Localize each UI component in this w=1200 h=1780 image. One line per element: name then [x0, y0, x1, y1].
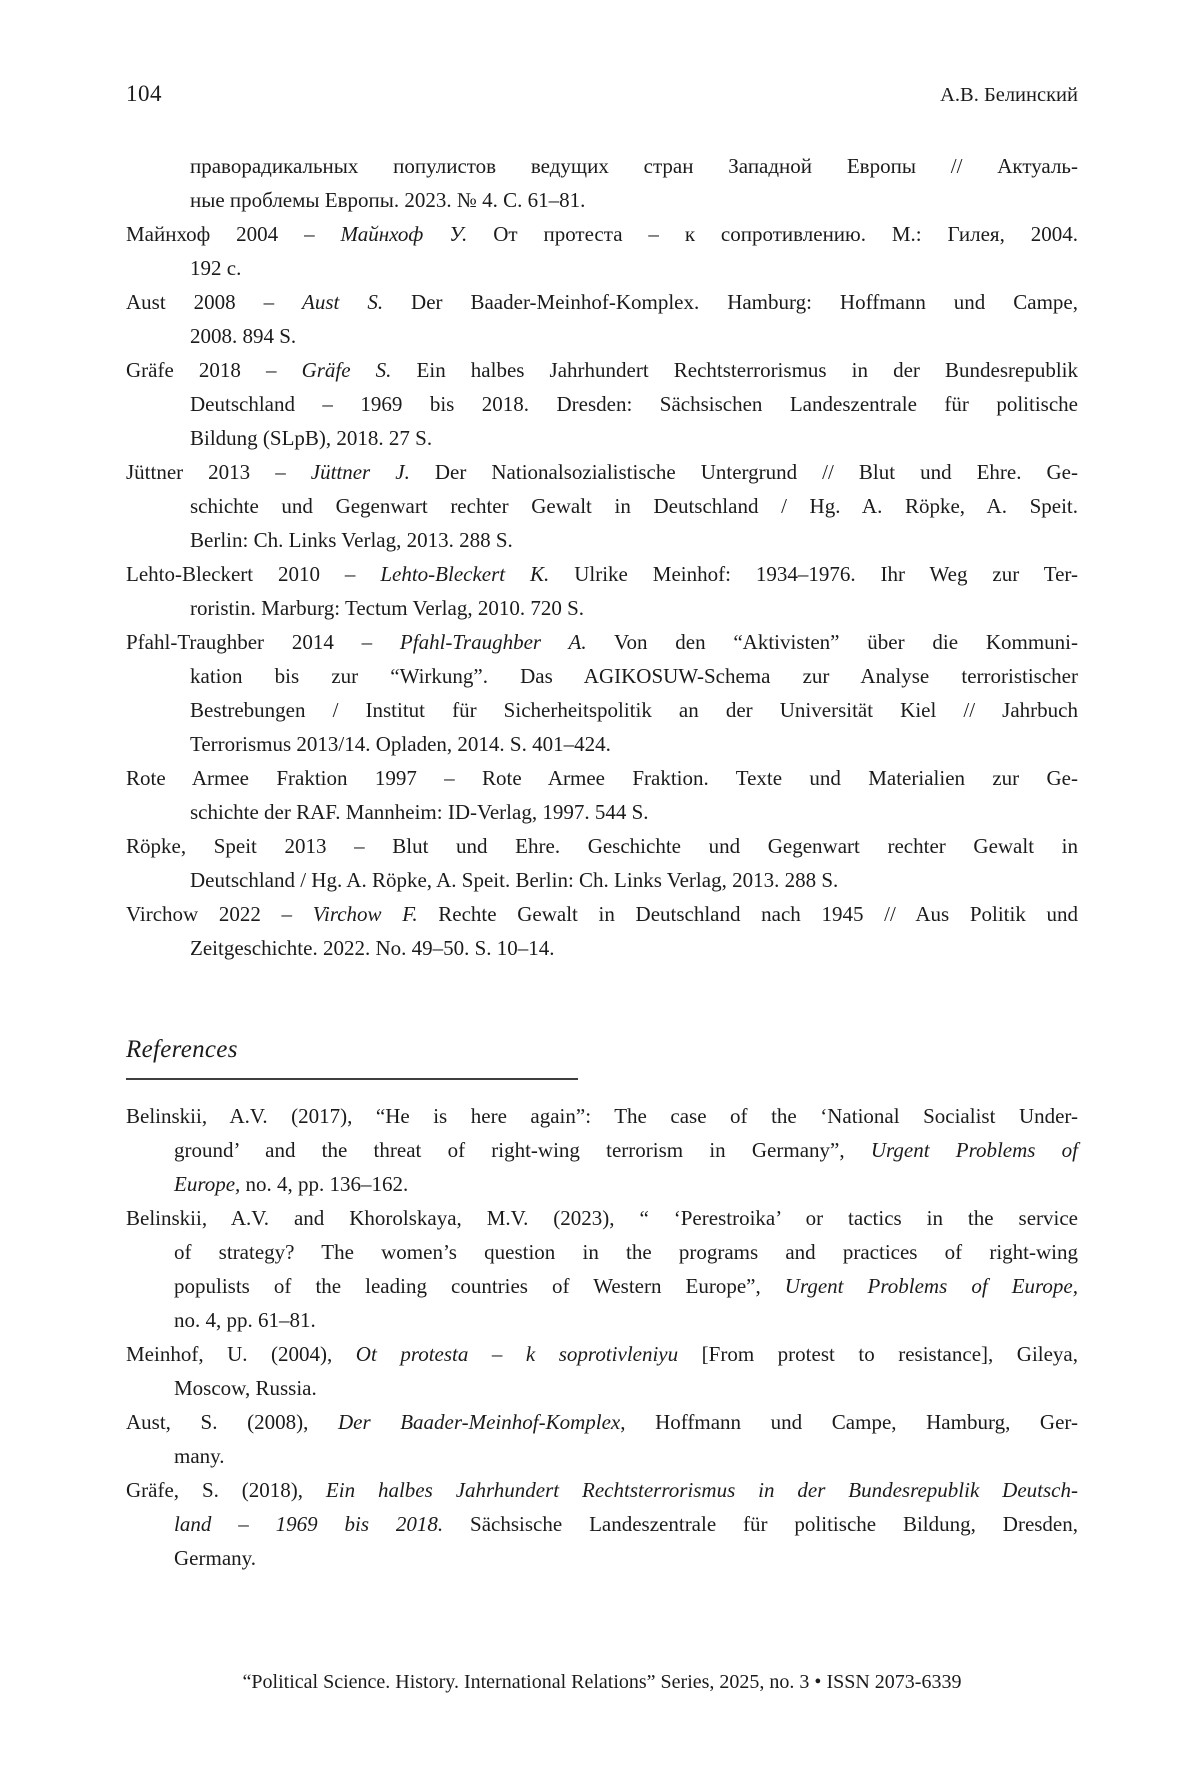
bib-text: Deutschland – 1969 bis 2018. Dresden: Sächsischen Landeszentrale für politische: [190, 392, 1078, 416]
bib-line: [126, 727, 1078, 761]
bib-text: Meinhof, U. (2004),: [126, 1342, 356, 1366]
bib-text: праворадикальных популистов ведущих стран Западной Европы // Актуаль-: [190, 154, 1078, 178]
bib-text: Gräfe 2018 –: [126, 358, 302, 382]
bib-line: [126, 1303, 1078, 1337]
bib-text-italic: Europe,: [174, 1172, 241, 1196]
bib-text-italic: Aust S.: [302, 290, 384, 314]
bib-line: [126, 455, 1078, 489]
bib-text-italic: Майнхоф У.: [340, 222, 468, 246]
bib-line: [126, 1167, 1078, 1201]
bib-entry: [126, 353, 1078, 455]
bib-text: schichte und Gegenwart rechter Gewalt in Deutschland / Hg. A. Röpke, A. Speit.: [190, 494, 1078, 518]
bib-line: [126, 931, 1078, 965]
bib-text: roristin. Marburg: Tectum Verlag, 2010. 720 S.: [190, 596, 584, 620]
bib-text: many.: [174, 1444, 225, 1468]
bib-text: Deutschland / Hg. A. Röpke, A. Speit. Berlin: Ch. Links Verlag, 2013. 288 S.: [190, 868, 839, 892]
bib-line: [126, 1541, 1078, 1575]
page-number: 104: [126, 81, 162, 106]
bib-text-italic: Gräfe S.: [301, 358, 392, 382]
bibliography-russian-list: [126, 149, 1078, 965]
bib-line: [126, 1269, 1078, 1303]
bib-line: [126, 149, 1078, 183]
bib-text: Aust, S. (2008),: [126, 1410, 338, 1434]
bib-line: [126, 217, 1078, 251]
bib-line: [126, 659, 1078, 693]
bib-text: 2008. 894 S.: [190, 324, 297, 348]
bib-entry: [126, 149, 1078, 217]
bib-entry: [126, 761, 1078, 829]
bib-text: Майнхоф 2004 –: [126, 222, 341, 246]
references-heading: References: [126, 1036, 238, 1063]
bib-line: [126, 897, 1078, 931]
bib-line: [126, 761, 1078, 795]
bib-line: [126, 1201, 1078, 1235]
bib-text: Virchow 2022 –: [126, 902, 313, 926]
bib-line: [126, 1235, 1078, 1269]
bib-text: Terrorismus 2013/14. Opladen, 2014. S. 401–424.: [190, 732, 611, 756]
bib-line: [126, 863, 1078, 897]
bib-entry: [126, 285, 1078, 353]
bib-line: [126, 1439, 1078, 1473]
bib-line: [126, 1133, 1078, 1167]
bib-text-italic: Ein halbes Jahrhundert Rechtsterrorismus in der Bundesrepublik Deutsch-: [325, 1478, 1078, 1502]
bib-text: Aust 2008 –: [126, 290, 303, 314]
bib-line: [126, 795, 1078, 829]
bib-line: [126, 625, 1078, 659]
bib-line: [126, 591, 1078, 625]
bib-entry: [126, 625, 1078, 761]
bib-entry: [126, 1337, 1078, 1405]
bib-entry: [126, 217, 1078, 285]
bib-text: kation bis zur “Wirkung”. Das AGIKOSUW-Schema zur Analyse terroristischer: [190, 664, 1078, 688]
bib-text-italic: Pfahl-Traughber A.: [399, 630, 587, 654]
bib-text: no. 4, pp. 61–81.: [174, 1308, 316, 1332]
bib-text: Zeitgeschichte. 2022. No. 49–50. S. 10–14.: [190, 936, 555, 960]
bib-entry: [126, 455, 1078, 557]
bib-text: 192 с.: [190, 256, 242, 280]
bib-text: [From protest to resistance], Gileya,: [678, 1342, 1079, 1366]
bib-text-italic: Urgent Problems of Europe,: [784, 1274, 1078, 1298]
bib-entry: [126, 1099, 1078, 1201]
bib-line: [126, 353, 1078, 387]
bib-text: Lehto-Bleckert 2010 –: [126, 562, 381, 586]
bib-entry: [126, 557, 1078, 625]
bib-line: [126, 829, 1078, 863]
bib-line: [126, 1507, 1078, 1541]
bib-text-italic: land – 1969 bis 2018.: [174, 1512, 444, 1536]
heading-rule: [126, 1078, 578, 1080]
bib-text-italic: Jüttner J.: [310, 460, 410, 484]
bib-text: Bestrebungen / Institut für Sicherheitspolitik an der Universität Kiel // Jahrbuch: [190, 698, 1078, 722]
bib-line: [126, 489, 1078, 523]
bib-text-italic: Der Baader-Meinhof-Komplex: [337, 1410, 621, 1434]
bib-text: Berlin: Ch. Links Verlag, 2013. 288 S.: [190, 528, 513, 552]
page-header: [126, 80, 1078, 109]
references-english-list: [126, 1099, 1078, 1575]
bib-line: [126, 1099, 1078, 1133]
bib-text: Ulrike Meinhof: 1934–1976. Ihr Weg zur Ter-: [549, 562, 1078, 586]
bib-entry: [126, 1201, 1078, 1337]
footer-text: “Political Science. History. International Relations” Series, 2025, no. 3 • ISSN 2073-6339: [242, 1671, 962, 1693]
bib-line: [126, 1371, 1078, 1405]
bib-text: Von den “Aktivisten” über die Kommuni-: [586, 630, 1079, 654]
page-footer: [126, 1665, 1078, 1699]
bib-text: populists of the leading countries of Western Europe”,: [174, 1274, 785, 1298]
bib-entry: [126, 1405, 1078, 1473]
bib-text-italic: Virchow F.: [312, 902, 418, 926]
bib-line: [126, 1473, 1078, 1507]
bib-line: [126, 285, 1078, 319]
bib-line: [126, 557, 1078, 591]
bib-text: Ein halbes Jahrhundert Rechtsterrorismus in der Bundesrepublik: [391, 358, 1078, 382]
bib-text: schichte der RAF. Mannheim: ID-Verlag, 1997. 544 S.: [190, 800, 649, 824]
bib-text: Belinskii, A.V. and Khorolskaya, M.V. (2023), “ ‘Perestroika’ or tactics in the service: [126, 1206, 1078, 1230]
bib-text: Der Nationalsozialistische Untergrund // Blut und Ehre. Ge-: [409, 460, 1078, 484]
bib-line: [126, 523, 1078, 557]
bib-text: ground’ and the threat of right-wing terrorism in Germany”,: [174, 1138, 871, 1162]
bib-line: [126, 693, 1078, 727]
bib-text: Moscow, Russia.: [174, 1376, 317, 1400]
bib-entry: [126, 897, 1078, 965]
bib-line: [126, 251, 1078, 285]
bib-text: Sächsische Landeszentrale für politische Bildung, Dresden,: [443, 1512, 1079, 1536]
bib-text: Belinskii, A.V. (2017), “He is here again”: The case of the ‘National Socialist Under-: [126, 1104, 1078, 1128]
bib-text: Röpke, Speit 2013 – Blut und Ehre. Geschichte und Gegenwart rechter Gewalt in: [126, 834, 1078, 858]
bib-text-italic: Urgent Problems of: [870, 1138, 1079, 1162]
bib-text: Pfahl-Traughber 2014 –: [126, 630, 400, 654]
bib-text-italic: Lehto-Bleckert K.: [380, 562, 550, 586]
bib-text: От протеста – к сопротивлению. М.: Гилея, 2004.: [467, 222, 1078, 246]
bib-text: Rechte Gewalt in Deutschland nach 1945 // Aus Politik und: [417, 902, 1079, 926]
bib-entry: [126, 1473, 1078, 1575]
bib-text: of strategy? The women’s question in the programs and practices of right-wing: [174, 1240, 1078, 1264]
bib-text: Bildung (SLpB), 2018. 27 S.: [190, 426, 433, 450]
bib-text: Gräfe, S. (2018),: [126, 1478, 326, 1502]
bib-line: [126, 421, 1078, 455]
bib-text: Rote Armee Fraktion 1997 – Rote Armee Fraktion. Texte und Materialien zur Ge-: [126, 766, 1078, 790]
bib-text: Germany.: [174, 1546, 257, 1570]
bib-text: no. 4, pp. 136–162.: [240, 1172, 409, 1196]
running-head-author: А.В. Белинский: [940, 84, 1078, 106]
bib-line: [126, 183, 1078, 217]
bib-text: , Hoffmann und Campe, Hamburg, Ger-: [620, 1410, 1078, 1434]
bib-line: [126, 387, 1078, 421]
bib-line: [126, 319, 1078, 353]
bib-text: Der Baader-Meinhof-Komplex. Hamburg: Hoffmann und Campe,: [383, 290, 1078, 314]
bib-line: [126, 1405, 1078, 1439]
bib-entry: [126, 829, 1078, 897]
bib-text: Jüttner 2013 –: [126, 460, 311, 484]
bib-text: ные проблемы Европы. 2023. № 4. С. 61–81.: [190, 188, 586, 212]
bib-line: [126, 1337, 1078, 1371]
bib-text-italic: Ot protesta – k soprotivleniyu: [355, 1342, 679, 1366]
